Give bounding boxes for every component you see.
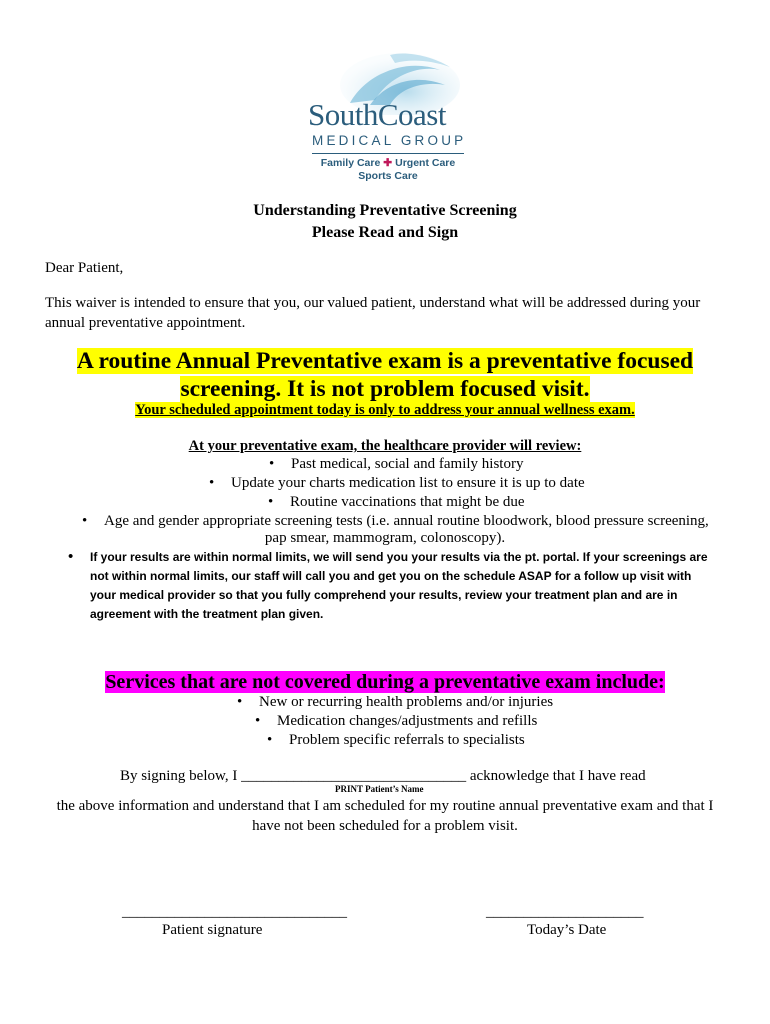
print-name-label: PRINT Patient’s Name [335,784,424,794]
list-item: • Age and gender appropriate screening tests (i.e. annual routine bloodwork, blood pressure screening, [104,512,709,531]
subheadline [0,401,770,419]
subheadline-text: Your scheduled appointment today is only to address your annual wellness exam. [135,402,635,418]
list-item: • New or recurring health problems and/or injuries [259,693,553,712]
bullet-icon: • [68,549,74,565]
results-line-4: agreement with the treatment plan given. [90,607,324,621]
acknowledge-suffix: acknowledge that I have read [469,768,646,784]
cross-icon: ✚ [383,157,393,169]
logo-name: SouthCoast [308,97,446,132]
acknowledge-line [120,766,646,786]
intro-paragraph [45,293,745,333]
list-item: • Routine vaccinations that might be due [290,493,525,512]
acknowledge-paragraph [0,796,770,836]
logo-divider [312,153,464,154]
intro-line-1: This waiver is intended to ensure that you, our valued patient, understand what will be addressed during your [45,295,701,311]
not-covered-heading [0,670,770,694]
title-line-1: Understanding Preventative Screening [253,202,517,219]
date-label: Today’s Date [527,922,607,938]
acknowledge-line-1: the above information and understand that I am scheduled for my routine annual preventative exam and that I [56,798,714,814]
results-line-1: If your results are within normal limits, we will send you your results via the pt. portal. If your screenings are [90,550,708,564]
headline-line-2: screening. It is not problem focused visit. [180,376,590,402]
list-item-continuation: pap smear, mammogram, colonoscopy). [264,530,506,546]
results-paragraph [68,548,750,624]
title-line-2: Please Read and Sign [311,224,459,241]
logo-sports-care: Sports Care [358,170,418,182]
page-title [0,200,770,244]
list-item: • Medication changes/adjustments and refills [277,712,537,731]
acknowledge-line-2: have not been scheduled for a problem visit. [252,818,518,834]
print-name-field[interactable]: ______________________________ [241,768,467,784]
date-field[interactable]: _____________________ [486,904,644,920]
logo-subtitle: MEDICAL GROUP [312,133,467,148]
list-item: • Past medical, social and family history [291,455,523,474]
list-item: • Update your charts medication list to ensure it is up to date [231,474,585,493]
list-item: • Problem specific referrals to specialists [289,731,525,750]
signature-label: Patient signature [162,922,263,938]
acknowledge-prefix: By signing below, I [120,768,238,784]
signature-field[interactable]: ______________________________ [122,904,347,920]
southcoast-logo [290,45,490,185]
headline-line-1: A routine Annual Preventative exam is a preventative focused [76,348,694,374]
not-covered-heading-text: Services that are not covered during a preventative exam include: [105,671,665,693]
logo-urgent-care: Urgent Care [395,157,456,169]
headline [0,347,770,403]
results-line-3: your medical provider so that you fully comprehend your results, review your treatment plan and are in [90,588,678,602]
review-heading: At your preventative exam, the healthcare provider will review: [188,438,582,454]
intro-line-2: annual preventative appointment. [45,315,246,331]
results-line-2: not within normal limits, our staff will call you and get you on the schedule ASAP for a follow up visit with [90,569,692,583]
logo-care-lines [308,157,468,183]
greeting: Dear Patient, [45,260,124,276]
logo-family-care: Family Care [320,157,381,169]
